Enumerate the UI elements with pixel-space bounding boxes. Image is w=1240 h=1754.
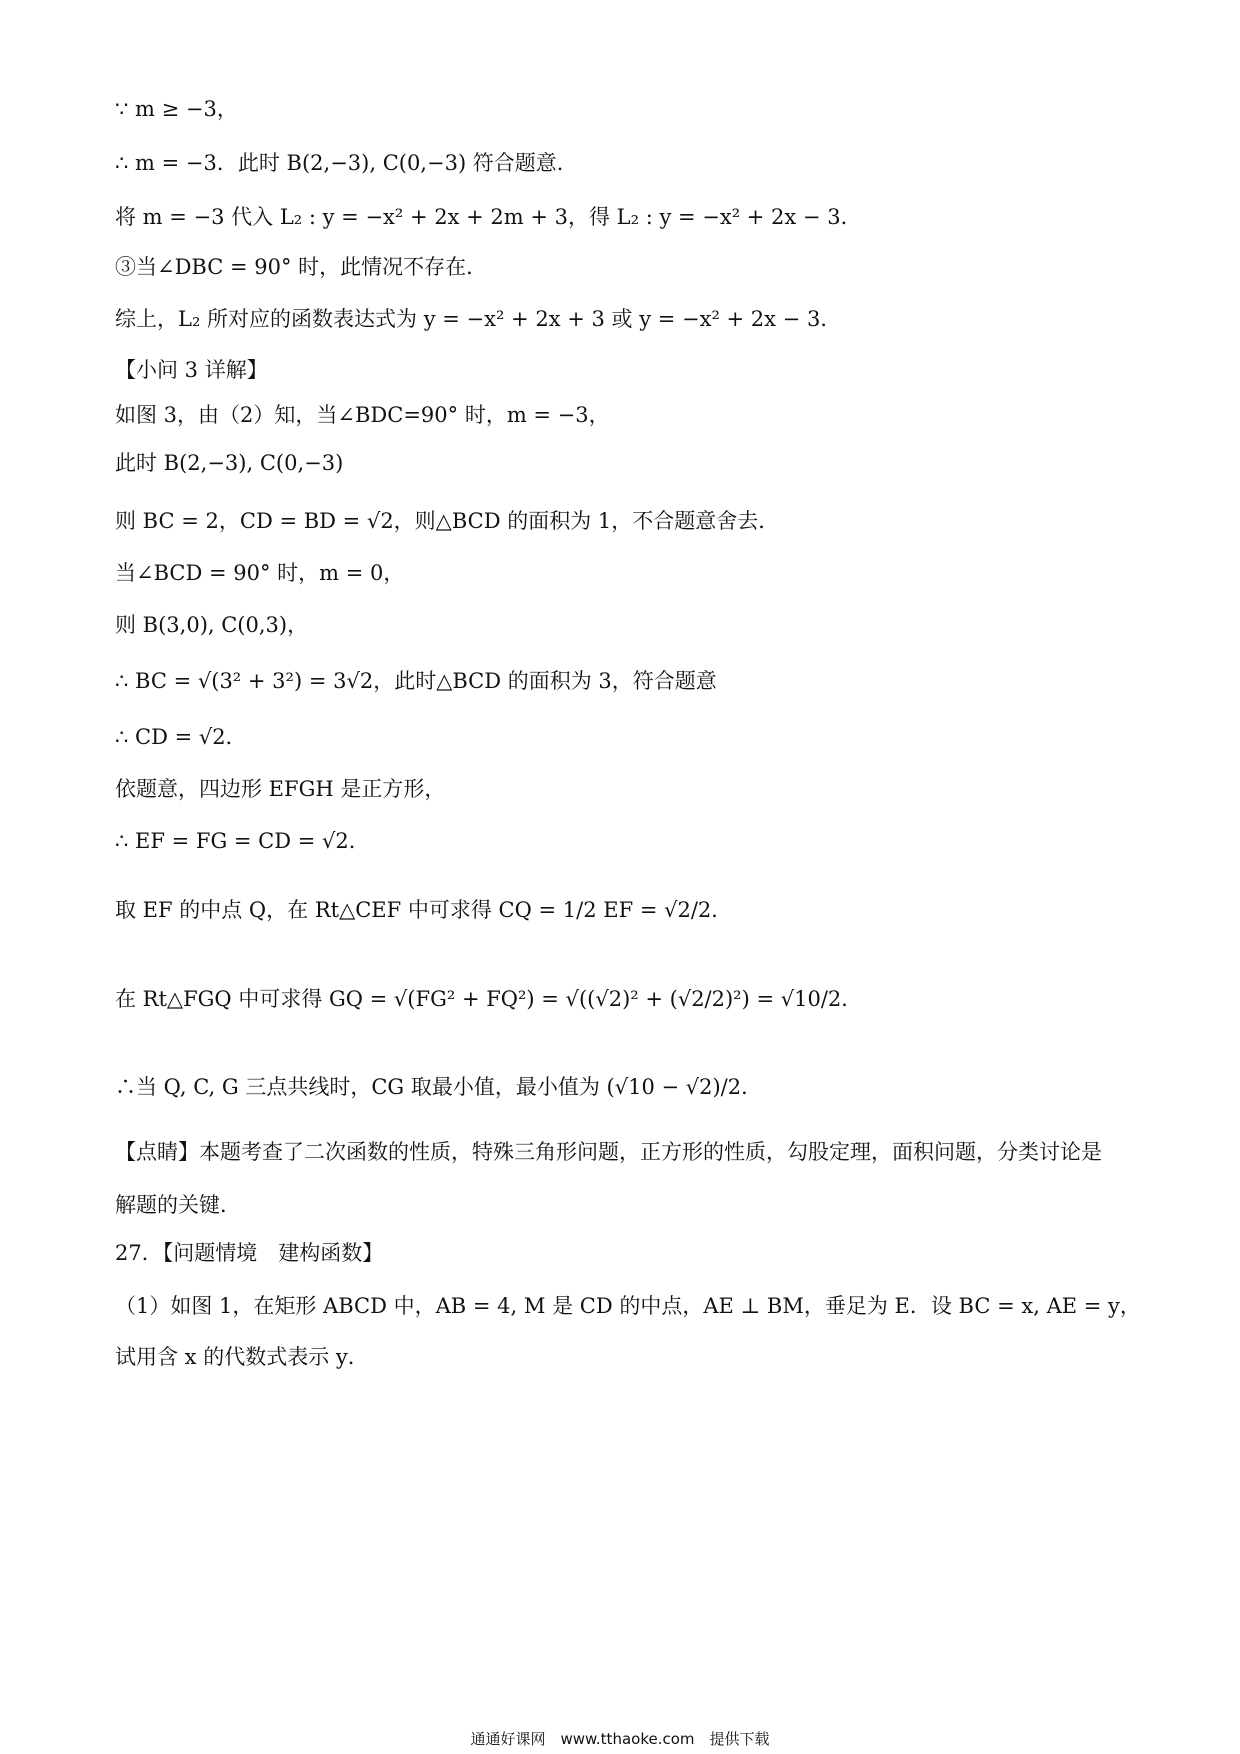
line-text: 此时 B(2,−3), C(0,−3) [115, 451, 344, 475]
line-text: ∴ m = −3．此时 B(2,−3), C(0,−3) 符合题意． [115, 151, 578, 175]
line-text: （1）如图 1，在矩形 ABCD 中，AB = 4, M 是 CD 的中点，AE ⊥ BM，垂足为 E．设 BC = x, AE = y， [115, 1294, 1141, 1318]
solution-line [115, 895, 1130, 925]
line-text: ∴ EF = FG = CD = √2． [115, 829, 370, 853]
solution-line [115, 610, 1130, 640]
question-line [115, 1342, 1130, 1372]
line-text: 【小问 3 详解】 [115, 358, 268, 382]
solution-line [115, 202, 1130, 232]
line-text: 如图 3，由（2）知，当∠BDC=90° 时，m = −3， [115, 403, 610, 427]
line-text: ③当∠DBC = 90° 时，此情况不存在． [115, 255, 488, 279]
footer-text: 通通好课网 www.tthaoke.com 提供下载 [470, 1730, 770, 1748]
solution-line [115, 774, 1130, 804]
line-text: 则 BC = 2，CD = BD = √2，则△BCD 的面积为 1，不合题意舍去． [115, 509, 780, 533]
question-line [115, 1291, 1141, 1321]
solution-line [115, 252, 1130, 282]
comment-line [115, 1190, 1130, 1220]
line-text: 解题的关键． [115, 1193, 241, 1217]
line-text: 27．【问题情境 建构函数】 [115, 1241, 384, 1265]
line-text: 试用含 x 的代数式表示 y． [115, 1345, 369, 1369]
page-footer [0, 1728, 1240, 1749]
line-text: 依题意，四边形 EFGH 是正方形， [115, 777, 446, 801]
solution-line [115, 984, 1130, 1014]
line-text: 综上，L₂ 所对应的函数表达式为 y = −x² + 2x + 3 或 y = −x² + 2x − 3． [115, 307, 842, 331]
section-heading [115, 355, 1130, 385]
line-text: 当∠BCD = 90° 时，m = 0， [115, 561, 405, 585]
line-text: ∴ CD = √2． [115, 725, 247, 749]
line-text: 取 EF 的中点 Q，在 Rt△CEF 中可求得 CQ = 1/2 EF = √2/2． [115, 898, 733, 922]
solution-line [115, 506, 1130, 536]
solution-line [115, 304, 1130, 334]
line-text: 则 B(3,0), C(0,3)， [115, 613, 309, 637]
line-text: 在 Rt△FGQ 中可求得 GQ = √(FG² + FQ²) = √((√2)² + (√2/2)²) = √10/2． [115, 987, 863, 1011]
solution-line [115, 148, 1130, 178]
solution-line [115, 400, 1130, 430]
solution-line [115, 826, 1130, 856]
comment-line [115, 1137, 1130, 1167]
line-text: 将 m = −3 代入 L₂ : y = −x² + 2x + 2m + 3，得 L₂ : y = −x² + 2x − 3． [115, 205, 862, 229]
line-text: ∴ BC = √(3² + 3²) = 3√2，此时△BCD 的面积为 3，符合题意 [115, 669, 717, 693]
question-heading [115, 1238, 1130, 1268]
solution-line [115, 94, 1130, 124]
line-text: ∴当 Q, C, G 三点共线时，CG 取最小值，最小值为 (√10 − √2)/2． [115, 1075, 763, 1099]
line-text: 【点睛】本题考查了二次函数的性质，特殊三角形问题，正方形的性质，勾股定理，面积问题，分类讨论是 [115, 1140, 1102, 1164]
solution-line [115, 1072, 1130, 1102]
solution-line [115, 448, 1130, 478]
solution-line [115, 558, 1130, 588]
solution-line [115, 722, 1130, 752]
solution-line [115, 666, 1130, 696]
line-text: ∵ m ≥ −3， [115, 97, 238, 121]
